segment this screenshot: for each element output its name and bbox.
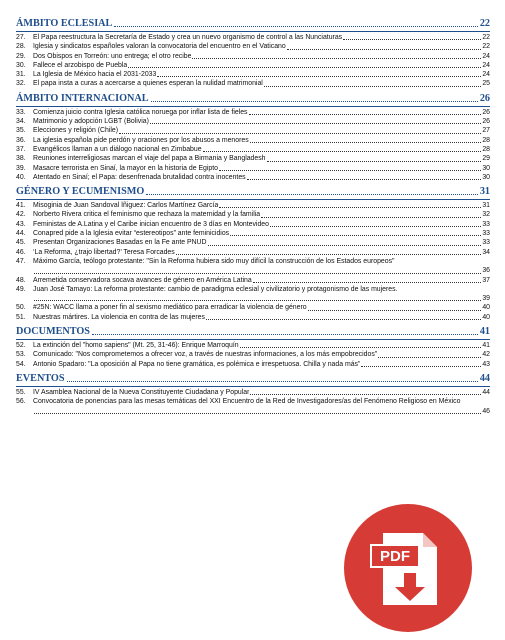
entry-title: Conapred pide a la Iglesia evitar “estereotipos” ante feminicidios bbox=[33, 230, 230, 238]
entry-number: 51. bbox=[16, 313, 26, 321]
entry-title: Convocatoria de ponencias para las mesas temáticas del XXI Encuentro de la Red de Investigadores/as del Fenómeno Religioso en México bbox=[33, 398, 461, 406]
toc-entry[interactable] bbox=[16, 42, 490, 51]
section-title: GÉNERO Y ECUMENISMO bbox=[16, 186, 145, 198]
entry-title: ‘La Reforma, ¿trajo libertad?’ Teresa Forcades bbox=[33, 248, 175, 256]
entry-number: 38. bbox=[16, 155, 26, 163]
entry-number: 39. bbox=[16, 164, 26, 172]
pdf-download-icon[interactable] bbox=[343, 503, 473, 633]
toc-entry[interactable] bbox=[16, 52, 490, 61]
toc-entry[interactable] bbox=[16, 229, 490, 238]
entry-title: Nuestras mártires. La violencia en contra de las mujeres bbox=[33, 313, 205, 321]
entry-number: 41. bbox=[16, 202, 26, 210]
toc-entry[interactable] bbox=[16, 220, 490, 229]
entry-number: 56. bbox=[16, 398, 26, 406]
section-heading[interactable] bbox=[16, 18, 490, 30]
entry-page-number: 32 bbox=[482, 211, 490, 219]
entry-title: Norberto Rivera critica el feminismo que rechaza la maternidad y la familia bbox=[33, 211, 261, 219]
toc-entry[interactable] bbox=[16, 248, 490, 257]
entry-title: Comienza juicio contra Iglesia católica noruega por inflar lista de fieles bbox=[33, 108, 248, 116]
toc-entry[interactable] bbox=[16, 360, 490, 369]
section-divider bbox=[16, 386, 490, 387]
entry-page-number: 43 bbox=[482, 360, 490, 368]
toc-entry[interactable] bbox=[16, 136, 490, 145]
entry-title: Elecciones y religión (Chile) bbox=[33, 127, 119, 135]
dot-leader bbox=[114, 26, 477, 27]
dot-leader bbox=[230, 235, 481, 236]
toc-entry[interactable] bbox=[16, 303, 490, 312]
dot-leader bbox=[378, 357, 481, 358]
entry-number: 34. bbox=[16, 118, 26, 126]
entry-page-number: 37 bbox=[482, 276, 490, 284]
entry-number: 55. bbox=[16, 388, 26, 396]
toc-entry[interactable] bbox=[16, 145, 490, 154]
dot-leader bbox=[203, 151, 482, 152]
dot-leader bbox=[34, 413, 481, 414]
dot-leader bbox=[34, 300, 481, 301]
dot-leader bbox=[308, 310, 482, 311]
entry-title: El Papa reestructura la Secretaría de Estado y crea un nuevo organismo de control a las Nunciaturas bbox=[33, 34, 343, 41]
entry-title: Máximo García, teólogo protestante: "Sin la Reforma hubiera sido muy difícil la construcción de los Estados europeos" bbox=[33, 257, 395, 265]
entry-title: La iglesia española pide perdón y oraciones por los abusos a menores bbox=[33, 136, 249, 144]
dot-leader bbox=[92, 334, 478, 335]
entry-page-number: 22 bbox=[482, 34, 490, 41]
section-title: ÁMBITO INTERNACIONAL bbox=[16, 92, 149, 104]
toc-entry[interactable] bbox=[16, 164, 490, 173]
dot-leader bbox=[253, 282, 482, 283]
section-heading[interactable] bbox=[16, 373, 490, 385]
entry-title: La Iglesia de México hacia el 2031-2033 bbox=[33, 71, 157, 79]
dot-leader bbox=[270, 226, 481, 227]
entry-page-number: 33 bbox=[482, 220, 490, 228]
entry-page-number: 44 bbox=[482, 388, 490, 396]
entry-page-number: 26 bbox=[482, 118, 490, 126]
dot-leader bbox=[267, 161, 482, 162]
entry-page-number: 26 bbox=[482, 108, 490, 116]
entry-page-number: 40 bbox=[482, 304, 490, 312]
entry-number: 40. bbox=[16, 173, 26, 181]
entry-number: 53. bbox=[16, 351, 26, 359]
entry-page-number: 24 bbox=[482, 71, 490, 79]
dot-leader bbox=[146, 194, 478, 195]
toc-entry[interactable] bbox=[16, 350, 490, 359]
entry-page-number: 33 bbox=[482, 239, 490, 247]
entry-page-number: 28 bbox=[482, 145, 490, 153]
entry-number: 54. bbox=[16, 360, 26, 368]
dot-leader bbox=[264, 86, 482, 87]
entry-number: 27. bbox=[16, 34, 26, 41]
entry-page-number: 40 bbox=[482, 313, 490, 321]
toc-entry[interactable] bbox=[16, 341, 490, 350]
entry-number: 44. bbox=[16, 230, 26, 238]
entry-number: 46. bbox=[16, 248, 26, 256]
entry-number: 49. bbox=[16, 285, 26, 293]
entry-title: Reuniones interreligiosas marcan el viaje del papa a Birmania y Bangladesh bbox=[33, 155, 266, 163]
entry-title: Masacre terrorista en Sinaí, la mayor en la historia de Egipto bbox=[33, 164, 218, 172]
entry-number: 35. bbox=[16, 127, 26, 135]
section-divider bbox=[16, 339, 490, 340]
entry-number: 50. bbox=[16, 304, 26, 312]
entry-title: El papa insta a curas a acercarse a quienes esperan la nulidad matrimonial bbox=[33, 80, 263, 88]
entry-page-number: 27 bbox=[482, 127, 490, 135]
entry-number: 29. bbox=[16, 52, 26, 60]
entry-number: 47. bbox=[16, 257, 26, 265]
entry-title: La extinción del "homo sapiens" (Mt. 25, 31-46): Enrique Marroquín bbox=[33, 342, 239, 350]
entry-title: Arremetida conservadora socava avances de género en América Latina bbox=[33, 276, 252, 284]
dot-leader bbox=[219, 207, 481, 208]
entry-number: 43. bbox=[16, 220, 26, 228]
entry-page-number: 42 bbox=[482, 351, 490, 359]
download-arrow-shaft bbox=[404, 573, 416, 587]
section-page-number: 26 bbox=[479, 92, 490, 104]
entry-page-number: 25 bbox=[482, 80, 490, 88]
entry-page-number: 31 bbox=[482, 202, 490, 210]
toc-entry[interactable] bbox=[16, 154, 490, 163]
section-page-number: 44 bbox=[479, 372, 490, 384]
entry-title: Juan José Tamayo: La reforma protestante: cambio de paradigma eclesial y civilizatorio y protagonismo de las mujeres. bbox=[33, 285, 398, 293]
entry-number: 52. bbox=[16, 342, 26, 350]
dot-leader bbox=[150, 123, 481, 124]
section-divider bbox=[16, 199, 490, 200]
entry-title: Dos Obispos en Torreón: uno entrega; el otro recibe bbox=[33, 52, 192, 60]
entry-page-number: 22 bbox=[482, 43, 490, 51]
toc-entry[interactable] bbox=[16, 257, 490, 276]
dot-leader bbox=[119, 133, 481, 134]
pdf-label-text: PDF bbox=[380, 548, 410, 565]
entry-number: 32. bbox=[16, 80, 26, 88]
section-title: DOCUMENTOS bbox=[16, 326, 90, 338]
entry-number: 45. bbox=[16, 239, 26, 247]
toc-entry[interactable] bbox=[16, 117, 490, 126]
toc-entry[interactable] bbox=[16, 388, 490, 397]
dot-leader bbox=[261, 217, 481, 218]
dot-leader bbox=[67, 381, 478, 382]
entry-title: IV Asamblea Nacional de la Nueva Constituyente Ciudadana y Popular bbox=[33, 388, 250, 396]
section-heading[interactable] bbox=[16, 93, 490, 105]
toc-entry[interactable] bbox=[16, 126, 490, 135]
dot-leader bbox=[219, 170, 481, 171]
dot-leader bbox=[250, 142, 482, 143]
dot-leader bbox=[250, 394, 481, 395]
dot-leader bbox=[206, 319, 481, 320]
entry-title: Evangélicos llaman a un diálogo nacional en Zimbabue bbox=[33, 145, 202, 153]
entry-number: 37. bbox=[16, 145, 26, 153]
section-divider bbox=[16, 106, 490, 107]
entry-title: Comunicado: "Nos comprometemos a ofrecer voz, a través de nuestras informaciones, a los más empobrecidos" bbox=[33, 351, 378, 359]
entry-page-number: 39 bbox=[482, 295, 490, 303]
entry-page-number: 30 bbox=[482, 164, 490, 172]
toc-entry[interactable] bbox=[16, 276, 490, 285]
entry-title: Matrimonio y adopción LGBT (Bolivia) bbox=[33, 118, 149, 126]
entry-title: Iglesia y sindicatos españoles valoran la convocatoria del encuentro en el Vaticano bbox=[33, 43, 286, 51]
entry-page-number: 46 bbox=[482, 407, 490, 415]
toc-entry[interactable] bbox=[16, 201, 490, 210]
entry-number: 31. bbox=[16, 71, 26, 79]
entry-page-number: 34 bbox=[482, 248, 490, 256]
dot-leader bbox=[192, 58, 481, 59]
toc-entry[interactable] bbox=[16, 33, 490, 42]
entry-number: 42. bbox=[16, 211, 26, 219]
dot-leader bbox=[34, 273, 481, 274]
entry-page-number: 29 bbox=[482, 155, 490, 163]
dot-leader bbox=[157, 76, 481, 77]
table-of-contents bbox=[16, 14, 490, 416]
dot-leader bbox=[176, 254, 482, 255]
toc-entry[interactable] bbox=[16, 70, 490, 79]
entry-title: Fallece el arzobispo de Puebla bbox=[33, 61, 128, 69]
toc-entry[interactable] bbox=[16, 61, 490, 70]
entry-number: 33. bbox=[16, 108, 26, 116]
pdf-download-icon-graphic[interactable] bbox=[343, 503, 473, 633]
entry-page-number: 33 bbox=[482, 230, 490, 238]
section-divider bbox=[16, 31, 490, 32]
toc-entry[interactable] bbox=[16, 79, 490, 88]
entry-page-line bbox=[16, 266, 490, 275]
dot-leader bbox=[343, 39, 481, 40]
entry-title: Antonio Spadaro: "La oposición al Papa no tiene gramática, es polémica e irrespetuosa. Chilla y nada más" bbox=[33, 360, 361, 368]
dot-leader bbox=[249, 114, 482, 115]
section-heading[interactable] bbox=[16, 186, 490, 198]
dot-leader bbox=[128, 67, 481, 68]
section-title: EVENTOS bbox=[16, 372, 65, 384]
toc-entry[interactable] bbox=[16, 285, 490, 304]
entry-title: Presentan Organizaciones Basadas en la Fe ante PNUD bbox=[33, 239, 207, 247]
entry-title: Feministas de A.Latina y el Caribe inician encuentro de 3 días en Montevideo bbox=[33, 220, 269, 228]
toc-entry[interactable] bbox=[16, 397, 490, 416]
dot-leader bbox=[208, 245, 482, 246]
entry-page-number: 41 bbox=[482, 342, 490, 350]
dot-leader bbox=[361, 366, 481, 367]
dot-leader bbox=[247, 179, 482, 180]
toc-entry[interactable] bbox=[16, 313, 490, 322]
dot-leader bbox=[240, 347, 482, 348]
entry-page-number: 36 bbox=[482, 267, 490, 275]
toc-entry[interactable] bbox=[16, 238, 490, 247]
dot-leader bbox=[151, 101, 478, 102]
entry-number: 28. bbox=[16, 43, 26, 51]
section-page-number: 41 bbox=[479, 326, 490, 338]
section-page-number: 22 bbox=[479, 18, 490, 29]
entry-number: 30. bbox=[16, 61, 26, 69]
section-page-number: 31 bbox=[479, 186, 490, 198]
toc-entry[interactable] bbox=[16, 173, 490, 182]
entry-page-line bbox=[16, 407, 490, 416]
toc-entry[interactable] bbox=[16, 108, 490, 117]
section-title: ÁMBITO ECLESIAL bbox=[16, 18, 113, 29]
entry-page-number: 24 bbox=[482, 61, 490, 69]
entry-title: #25N: WACC llama a poner fin al sexismo mediático para erradicar la violencia de género bbox=[33, 304, 307, 312]
entry-title: Atentado en Sinaí; el Papa: desenfrenada brutalidad contra inocentes bbox=[33, 173, 246, 181]
entry-page-number: 30 bbox=[482, 173, 490, 181]
section-heading[interactable] bbox=[16, 326, 490, 338]
toc-entry[interactable] bbox=[16, 210, 490, 219]
entry-page-number: 24 bbox=[482, 52, 490, 60]
dot-leader bbox=[287, 49, 482, 50]
entry-page-line bbox=[16, 294, 490, 303]
entry-number: 36. bbox=[16, 136, 26, 144]
entry-page-number: 28 bbox=[482, 136, 490, 144]
entry-title: Misoginia de Juan Sandoval Íñiguez: Carlos Martínez García bbox=[33, 202, 219, 210]
entry-number: 48. bbox=[16, 276, 26, 284]
